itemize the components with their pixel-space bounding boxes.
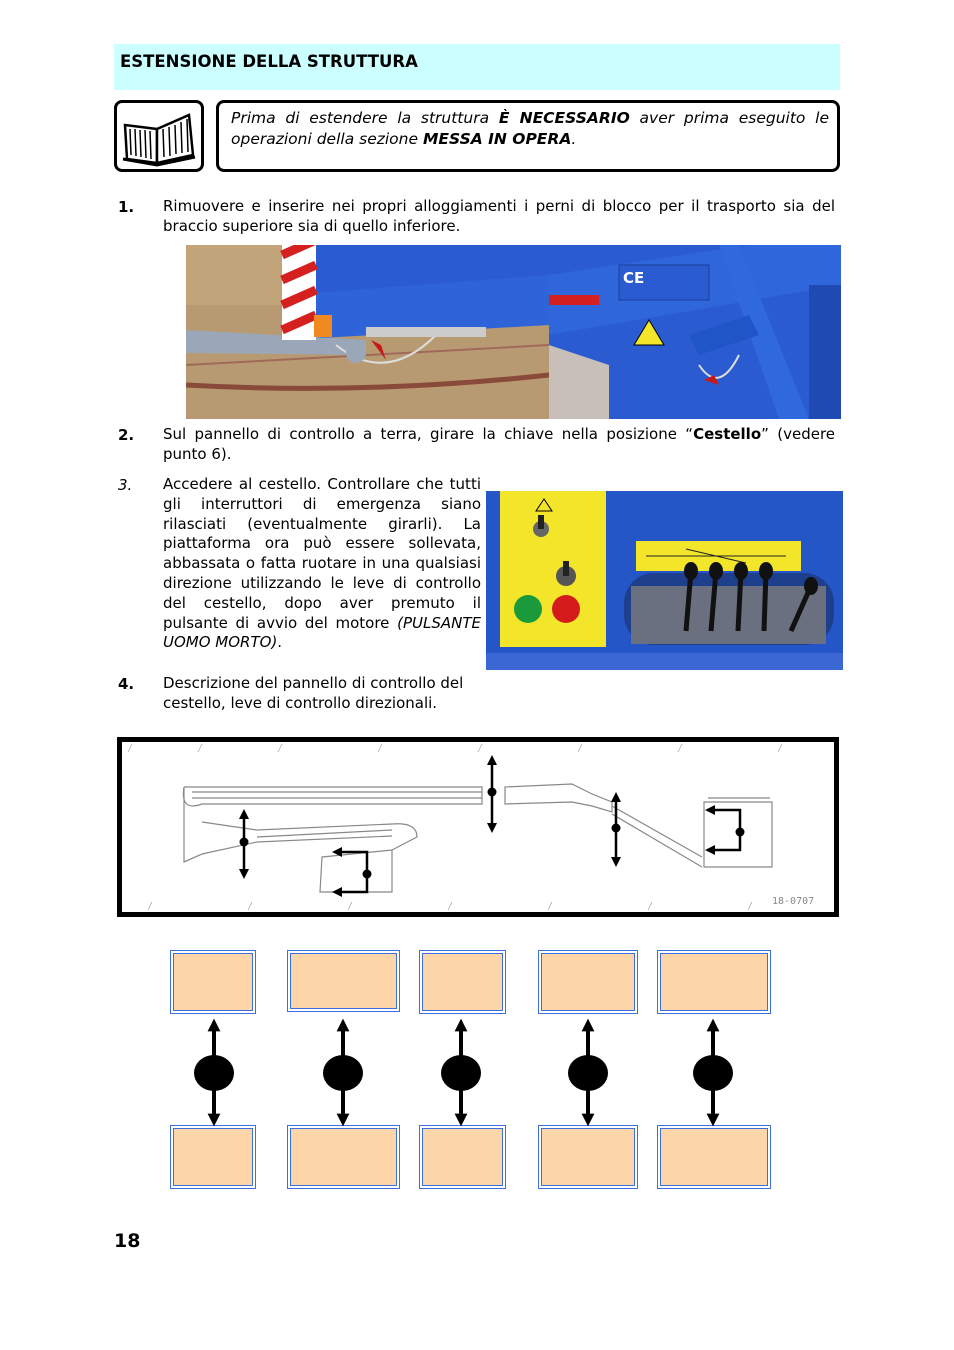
dead-man-button-ref: (PULSANTE UOMO MORTO)	[163, 613, 481, 652]
note-emphasis: È NECESSARIO	[498, 109, 630, 127]
page-number: 18	[114, 1230, 141, 1252]
step-1-text: Rimuovere e inserire nei propri alloggiamenti i perni di blocco per il trasporto sia del braccio superiore sia di quello inferiore.	[163, 197, 835, 235]
lever-1-knob	[194, 1055, 234, 1091]
ce-mark-label: CE	[623, 269, 645, 287]
lever-3-down-label	[419, 1125, 506, 1189]
key-position-cestello: Cestello	[693, 425, 762, 443]
lever-4-knob	[568, 1055, 608, 1091]
lever-2-down-label	[287, 1125, 400, 1189]
lever-2-knob	[323, 1055, 363, 1091]
lever-1-up-label	[170, 950, 256, 1014]
book-icon	[117, 103, 201, 169]
step-3-number: 3.	[118, 476, 133, 494]
step-3-text: Accedere al cestello. Controllare che tutti gli interruttori di emergenza siano rilasciati (eventualmente girarli). La piattaforma ora può essere sollevata, abbassata o fatta ruotare in una qualsiasi direzione utilizzando le leve di controllo del cestello, dopo aver premuto il pulsante di avvio del motore (PULSANTE UOMO MORTO).	[163, 475, 481, 652]
diagram-code: 18-0707	[772, 896, 815, 907]
step-2-text: Sul pannello di controllo a terra, girare la chiave nella posizione “Cestello” (vedere punto 6).	[163, 425, 836, 463]
photo-lower-arm-pin	[186, 245, 549, 419]
step-2-number: 2.	[118, 426, 135, 444]
photo-basket-control-panel	[486, 491, 843, 670]
prerequisite-note: Prima di estendere la struttura È NECESSARIO aver prima eseguito le operazioni della sezione MESSA IN OPERA.	[216, 100, 840, 172]
boom-movement-diagram	[117, 737, 839, 917]
lever-5-down-label	[657, 1125, 771, 1189]
step-4-number: 4.	[118, 675, 135, 693]
step-1-number: 1.	[118, 198, 135, 216]
note-section-ref: MESSA IN OPERA	[422, 130, 572, 148]
section-title: ESTENSIONE DELLA STRUTTURA	[114, 44, 840, 90]
photo-upper-arm-pin	[549, 245, 841, 419]
lever-2-up-label	[287, 950, 400, 1012]
book-icon-box	[114, 100, 204, 172]
boom-line-drawing	[122, 742, 834, 912]
lever-1-down-label	[170, 1125, 256, 1189]
lever-3-knob	[441, 1055, 481, 1091]
lever-3-up-label	[419, 950, 506, 1014]
lever-5-knob	[693, 1055, 733, 1091]
lever-4-down-label	[538, 1125, 638, 1189]
step-4-text: Descrizione del pannello di controllo del cestello, leve di controllo direzionali.	[163, 674, 464, 712]
lever-4-up-label	[538, 950, 638, 1014]
lever-5-up-label	[657, 950, 771, 1014]
